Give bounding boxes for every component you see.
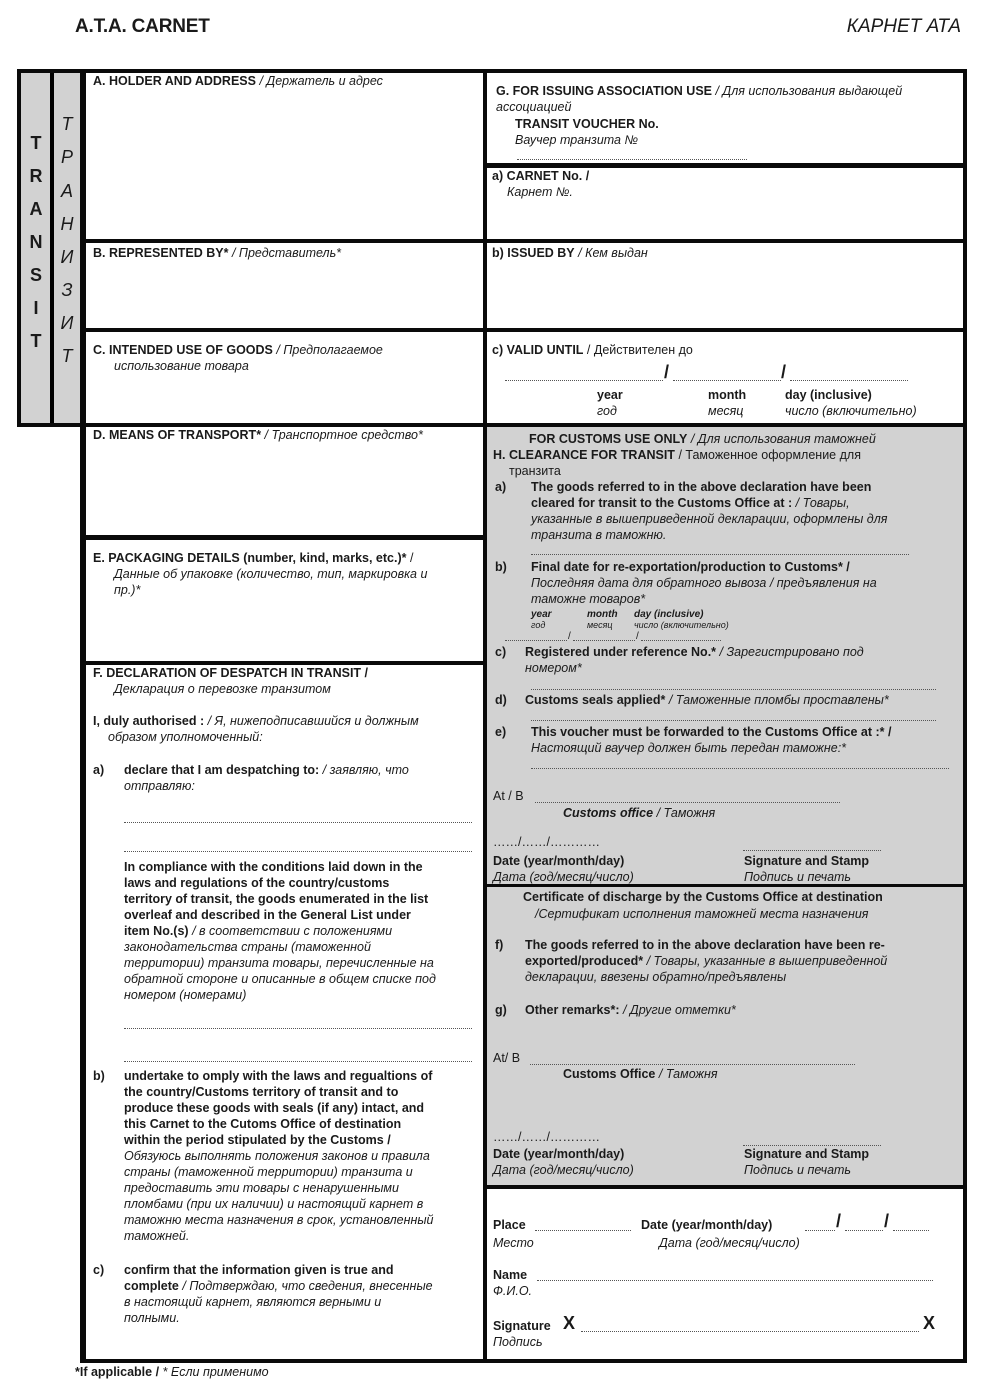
signature-field[interactable] [581,1331,919,1332]
at-customs-office-field[interactable] [535,802,840,803]
signature-stamp-field[interactable] [743,850,881,851]
section-a-holder-address[interactable]: A. HOLDER AND ADDRESS / Держатель и адрес [86,73,483,239]
place-field[interactable] [535,1230,631,1231]
final-date-month-field[interactable] [573,640,635,641]
section-d-means-of-transport[interactable]: D. MEANS OF TRANSPORT* / Транспортное средство* [86,427,483,535]
section-g-issuing-association: G. FOR ISSUING ASSOCIATION USE / Для использования выдающей ассоциацией TRANSIT VOUCHER No. Ваучер транзита № [487,73,963,163]
signoff-date-month-field[interactable] [845,1230,883,1231]
discharge-customs-office-field[interactable] [530,1064,855,1065]
customs-seals-field[interactable] [531,720,936,721]
destination-line-1[interactable] [124,822,472,823]
date-field[interactable]: ……/……/………… [493,835,600,849]
section-c-intended-use[interactable]: C. INTENDED USE OF GOODS / Предполагаемое использование товара [86,332,483,423]
transit-voucher-number-field[interactable] [517,159,747,160]
final-date-year-field[interactable] [505,640,567,641]
clearance-customs-office-field[interactable] [531,554,909,555]
valid-until-year-field[interactable] [505,380,663,381]
section-e-packaging-details[interactable]: E. PACKAGING DETAILS (number, kind, marks, etc.)* / Данные об упаковке (количество, тип, маркировка и пр.)* [86,540,483,661]
reference-number-field[interactable] [531,689,936,690]
item-numbers-line-1[interactable] [124,1028,472,1029]
issued-by-box[interactable]: b) ISSUED BY / Кем выдан [487,243,963,328]
carnet-number-box[interactable]: a) CARNET No. / Карнет №. [487,168,963,239]
section-f-declaration: F. DECLARATION OF DESPATCH IN TRANSIT / Декларация о перевозке транзитом I, duly authorised : / Я, нижеподписавшийся и должным образом уполномоченный: a) declare that I am despatching to: / заявляю, что отправляю: In compliance with the conditions laid down in the laws and regulations of the country/customs territory of transit, the goods enumerated in the list overleaf and described in the General List under item No.(s) / в соответствии с положениями законодательства страны (таможенной территории) транзита товары, перечисленные на обратной стороне и описанные в общем списке под номером (номерами) b) undertake to omply with the laws and regualtions of the country/Customs territory of transit and to produce these goods with seals (if any) intact, and this Carnet to the Cutoms Office of destination within the period stipulated by the Customs / Обязуюсь выполнять положения законов и правила страны (таможенной территории) транзита и предоставить эти товары с ненарушенными пломбами (при их наличии) и настоящий карнет в таможню места назначения в срок, установленный таможней. c) confirm that the information given is true and complete / Подтверждаю, что сведения, внесенные в настоящий карнет, являются верными и полными. [86,665,483,1359]
section-certificate-of-discharge: Certificate of discharge by the Customs Office at destination /Сертификат исполнения таможней места назначения f) The goods referred to in the above declaration have been re- exported/produced* / Товары, указанные в вышеприведенной декларации, ввезены обратно/предъявлены g) Other remarks*: / Другие отметки* At/ B Customs Office / Таможня ……/……/………… Date (year/month/day) Дата (год/месяц/число) Signature and Stamp Подпись и печать [487,887,963,1185]
destination-line-2[interactable] [124,851,472,852]
discharge-date-field[interactable]: ……/……/………… [493,1130,600,1144]
signoff-block: Place Date (year/month/day) / / Место Дата (год/месяц/число) Name Ф.И.О. Signature X X Подпись [487,1189,963,1359]
document-title: A.T.A. CARNET [75,16,210,37]
signoff-date-year-field[interactable] [805,1230,835,1231]
signature-end-x-mark: X [923,1313,936,1333]
final-date-day-field[interactable] [641,640,721,641]
valid-until-box: c) VALID UNTIL / Действителен до / / year год month месяц day (inclusive) число (включительно) [487,332,963,423]
item-numbers-line-2[interactable] [124,1061,472,1062]
footnote: *If applicable / * Если применимо [75,1365,269,1379]
forward-customs-office-field[interactable] [531,768,949,769]
valid-until-month-field[interactable] [673,380,781,381]
signoff-date-day-field[interactable] [893,1230,929,1231]
section-b-represented-by[interactable]: B. REPRESENTED BY* / Представитель* [86,243,483,328]
document-title-ru: КАРНЕТ АТА [846,16,961,37]
valid-until-day-field[interactable] [790,380,908,381]
signature-start-x-mark: X [563,1313,576,1333]
section-h-clearance-for-transit: FOR CUSTOMS USE ONLY / Для использования таможней H. CLEARANCE FOR TRANSIT / Таможенное оформление для транзита a) The goods referred to in the above declaration have been cleared for transit to the Customs Office at : / Товары, указанные в вышеприведенной декларации, оформлены для транзита в таможню. b) Final date for re-exportation/production to Customs* / Последняя дата для обратного вывоза / предъявления на таможне товаров* year год month месяц day (inclusive) число (включительно) / / c) Registered under reference No.* / Зарегистрировано под номером* d) Customs seals applied* / Таможенные пломбы проставлены* e) This voucher must be forwarded to the Customs Office at :* / Настоящий ваучер должен быть передан таможне:* At / B Customs office / Таможня ……/……/………… Date (year/month/day) Дата (год/месяц/число) Signature and Stamp Подпись и печать [487,427,963,884]
name-field[interactable] [537,1280,933,1281]
